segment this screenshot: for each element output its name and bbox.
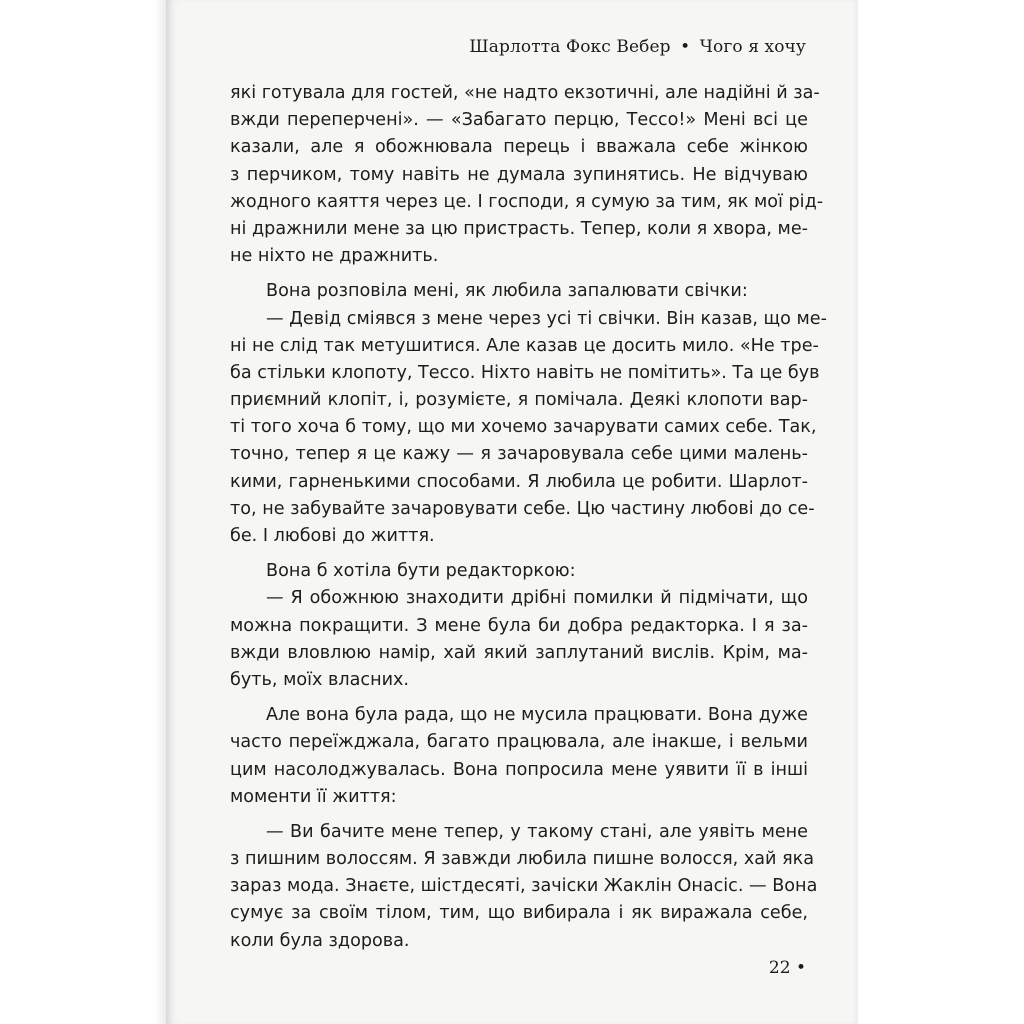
text-line: Вона б хотіла бути редакторкою: — [266, 561, 576, 582]
text-line: коли була здорова. — [230, 930, 410, 951]
text-line: цим насолоджувалась. Вона попросила мене уявити її в інші — [230, 759, 808, 780]
background-left — [0, 0, 168, 1024]
text-line: Але вона була рада, що не мусила працювати. Вона дуже — [266, 705, 808, 726]
text-line: то, не забувайте зачаровувати себе. Цю частину любові до се- — [230, 498, 815, 519]
text-line: — Ви бачите мене тепер, у такому стані, але уявіть мене — [266, 821, 808, 842]
header-author: Шарлотта Фокс Вебер — [469, 37, 671, 57]
text-line: бе. І любові до життя. — [230, 526, 435, 546]
text-line: ті того хоча б тому, що ми хочемо зачарувати самих себе. Так, — [230, 417, 817, 438]
header-separator: • — [680, 37, 691, 57]
text-line: часто переїжджала, багато працювала, але інакше, і вельми — [230, 732, 808, 753]
text-line: моменти її життя: — [230, 786, 397, 807]
text-line: кими, гарненькими способами. Я любила це робити. Шарлот- — [230, 471, 808, 492]
text-line: не ніхто не дражнить. — [230, 246, 439, 267]
text-line: буть, моїх власних. — [230, 669, 410, 690]
text-line: сумує за своїм тілом, тим, що вибирала і як виражала себе, — [230, 903, 808, 924]
text-line: казали, але я обожнювала перець і вважала себе жінкою — [230, 137, 808, 158]
text-line: можна покращити. З мене була би добра редакторка. І я за- — [230, 615, 808, 636]
text-line: Вона розповіла мені, як любила запалювати свічки: — [266, 281, 748, 302]
running-header — [469, 37, 806, 57]
text-line: ні не слід так метушитися. Але казав це досить мило. «Не тре- — [230, 335, 819, 356]
text-line: вжди переперчені». — «Забагато перцю, Тессо!» Мені всі це — [230, 110, 808, 131]
text-line: які готувала для гостей, «не надто екзотичні, але надійні й за- — [230, 83, 820, 103]
text-line: зараз мода. Знаєте, шістдесяті, зачіски Жаклін Онасіс. — Вона — [230, 876, 818, 897]
page-body — [230, 80, 827, 955]
book-page — [166, 0, 858, 1024]
page-number-bullet: • — [795, 958, 806, 978]
text-line: ба стільки клопоту, Тессо. Ніхто навіть не помітить». Та це був — [230, 362, 820, 383]
text-line: вжди вловлюю намір, хай який заплутаний вислів. Крім, ма- — [230, 642, 808, 663]
text-line: з перчиком, тому навіть не думала зупинятись. Не відчуваю — [230, 164, 808, 185]
text-line: точно, тепер я це кажу — я зачаровувала себе цими малень- — [230, 444, 808, 465]
text-line: з пишним волоссям. Я завжди любила пишне волосся, хай яка — [230, 849, 815, 870]
page-number — [769, 958, 806, 978]
text-line: — Я обожнюю знаходити дрібні помилки й підмічати, що — [266, 588, 808, 609]
text-line: ні дражнили мене за цю пристрасть. Тепер, коли я хвора, ме- — [230, 218, 808, 239]
text-line: — Девід сміявся з мене через усі ті свічки. Він казав, що ме- — [266, 308, 827, 329]
text-line: жодного каяття через це. І господи, я сумую за тим, як мої рід- — [230, 191, 824, 212]
header-book-title: Чого я хочу — [699, 37, 806, 57]
page-number-value: 22 — [768, 958, 791, 978]
text-line: приємний клопіт, і, розумієте, я помічала. Деякі клопоти вар- — [230, 390, 808, 411]
